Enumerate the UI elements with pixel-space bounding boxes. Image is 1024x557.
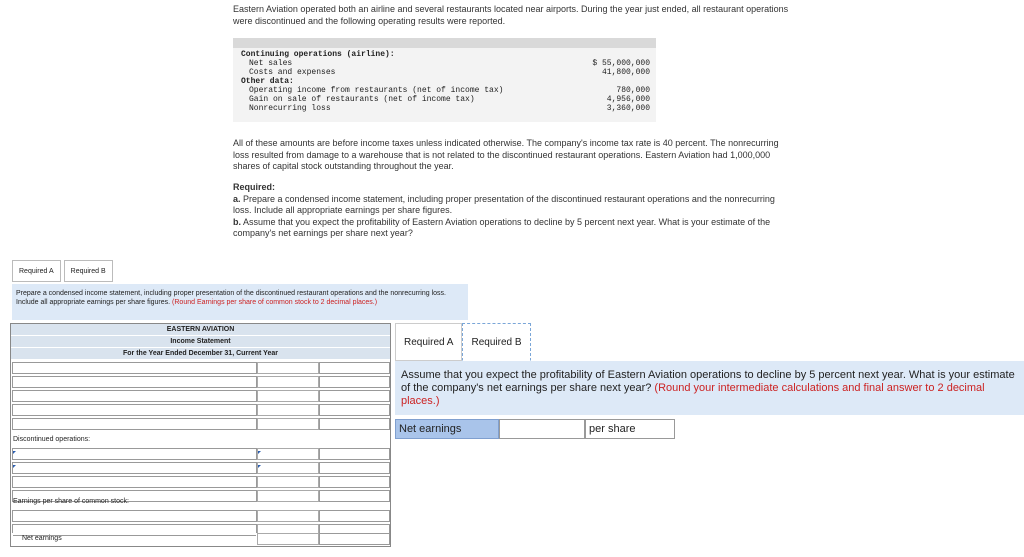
nonrecurring-value: 3,360,000 bbox=[606, 104, 650, 113]
row-amount-input[interactable] bbox=[257, 490, 319, 502]
per-share-unit: per share bbox=[585, 419, 675, 439]
income-statement-form bbox=[10, 323, 391, 547]
costs-value: 41,800,000 bbox=[601, 68, 650, 77]
assumptions-paragraph: All of these amounts are before income taxes unless indicated otherwise. The company's income tax rate is 40 percent. The nonrecurring loss resulted from damage to a warehouse that is not related to the discontinued restaurant operations. Eastern Aviation had 1,000,000 shares of capital stock outstanding throughout the year. bbox=[233, 138, 779, 171]
row-total-input[interactable] bbox=[319, 418, 390, 430]
costs-label: Costs and expenses bbox=[249, 68, 336, 77]
statement-row bbox=[11, 448, 390, 462]
net-earnings-amount-input[interactable] bbox=[257, 533, 319, 545]
nonrecurring-label: Nonrecurring loss bbox=[249, 104, 331, 113]
row-total-input[interactable] bbox=[319, 390, 390, 402]
instruction-a: Prepare a condensed income statement, including proper presentation of the discontinued restaurant operations and the nonrecurring loss. Include all appropriate earnings per share figures. (Round Earnings per share of common stock to 2 decimal places.) bbox=[12, 284, 468, 320]
operating-results-table bbox=[233, 38, 656, 122]
instruction-b: Assume that you expect the profitability of Eastern Aviation operations to decline by 5 percent next year. What is your estimate of the company's net earnings per share next year? (Round your intermediate calculations and final answer to 2 decimal places.) bbox=[395, 361, 1024, 415]
net-earnings-answer-label: Net earnings bbox=[395, 419, 499, 439]
statement-period: For the Year Ended December 31, Current Year bbox=[11, 348, 390, 360]
required-a: a. Prepare a condensed income statement, including proper presentation of the discontinued restaurant operations and the nonrecurring loss. Include all appropriate earnings per share figures. bbox=[233, 193, 775, 215]
dropdown-marker-icon bbox=[258, 465, 261, 468]
row-label-select[interactable] bbox=[12, 448, 257, 460]
gain-value: 4,956,000 bbox=[606, 95, 650, 104]
tab-required-a-left[interactable]: Required A bbox=[12, 260, 61, 282]
row-amount-input[interactable] bbox=[257, 448, 319, 460]
statement-company: EASTERN AVIATION bbox=[11, 324, 390, 336]
statement-row bbox=[11, 418, 390, 432]
net-earnings-answer-row bbox=[395, 419, 675, 439]
statement-row bbox=[11, 510, 390, 524]
tabs-right bbox=[395, 323, 531, 361]
dropdown-marker-icon bbox=[13, 465, 16, 468]
row-amount-input[interactable] bbox=[257, 390, 319, 402]
row-label-select[interactable] bbox=[12, 376, 257, 388]
op-income-label: Operating income from restaurants (net of income tax) bbox=[249, 86, 504, 95]
statement-row bbox=[11, 390, 390, 404]
row-label-select[interactable] bbox=[12, 462, 257, 474]
row-total-input[interactable] bbox=[319, 490, 390, 502]
statement-row bbox=[11, 476, 390, 490]
row-label-select[interactable] bbox=[12, 390, 257, 402]
row-label-select[interactable] bbox=[12, 510, 257, 522]
row-amount-input[interactable] bbox=[257, 404, 319, 416]
row-label-select[interactable] bbox=[12, 362, 257, 374]
row-total-input[interactable] bbox=[319, 510, 390, 522]
statement-row bbox=[11, 376, 390, 390]
instruction-a-note: (Round Earnings per share of common stock to 2 decimal places.) bbox=[172, 298, 378, 306]
continuing-ops-header: Continuing operations (airline): bbox=[241, 50, 395, 59]
row-amount-input[interactable] bbox=[257, 476, 319, 488]
net-sales-value: $ 55,000,000 bbox=[592, 59, 650, 68]
row-label-select[interactable] bbox=[12, 404, 257, 416]
gain-label: Gain on sale of restaurants (net of income tax) bbox=[249, 95, 475, 104]
row-amount-input[interactable] bbox=[257, 362, 319, 374]
required-b: b. Assume that you expect the profitability of Eastern Aviation operations to decline by 5 percent next year. What is your estimate of the company's net earnings per share next year? bbox=[233, 216, 771, 238]
statement-row bbox=[11, 462, 390, 476]
required-section bbox=[233, 182, 793, 240]
net-earnings-answer-input[interactable] bbox=[499, 419, 585, 439]
instruction-b-note: (Round your intermediate calculations and final answer to 2 decimal places.) bbox=[401, 382, 985, 407]
row-amount-input[interactable] bbox=[257, 510, 319, 522]
required-heading: Required: bbox=[233, 182, 276, 192]
tab-required-a[interactable]: Required A bbox=[395, 323, 462, 361]
eps-label: Earnings per share of common stock: bbox=[13, 498, 129, 505]
problem-intro: Eastern Aviation operated both an airline and several restaurants located near airports. During the year just ended, all restaurant operations were discontinued and the following operating results were reported. bbox=[233, 4, 789, 26]
row-total-input[interactable] bbox=[319, 462, 390, 474]
op-income-value: 780,000 bbox=[616, 86, 650, 95]
row-label-select[interactable] bbox=[12, 418, 257, 430]
statement-row bbox=[11, 362, 390, 376]
statement-row bbox=[11, 404, 390, 418]
net-earnings-total-input[interactable] bbox=[319, 533, 390, 545]
row-total-input[interactable] bbox=[319, 404, 390, 416]
row-amount-input[interactable] bbox=[257, 418, 319, 430]
row-label-select[interactable] bbox=[12, 476, 257, 488]
other-data-header: Other data: bbox=[241, 77, 294, 86]
statement-row-net-earnings bbox=[11, 533, 390, 547]
net-sales-label: Net sales bbox=[249, 59, 293, 68]
discontinued-ops-label: Discontinued operations: bbox=[13, 436, 91, 443]
tab-required-b-left[interactable]: Required B bbox=[64, 260, 113, 282]
row-total-input[interactable] bbox=[319, 476, 390, 488]
tabs-left bbox=[12, 260, 113, 282]
row-total-input[interactable] bbox=[319, 376, 390, 388]
row-total-input[interactable] bbox=[319, 362, 390, 374]
tab-required-b[interactable]: Required B bbox=[462, 323, 530, 361]
dropdown-marker-icon bbox=[258, 451, 261, 454]
row-total-input[interactable] bbox=[319, 448, 390, 460]
statement-title: Income Statement bbox=[11, 336, 390, 348]
net-earnings-label-cell bbox=[12, 533, 257, 545]
row-amount-input[interactable] bbox=[257, 376, 319, 388]
row-amount-input[interactable] bbox=[257, 462, 319, 474]
dropdown-marker-icon bbox=[13, 451, 16, 454]
net-earnings-label: Net earnings bbox=[22, 535, 62, 542]
